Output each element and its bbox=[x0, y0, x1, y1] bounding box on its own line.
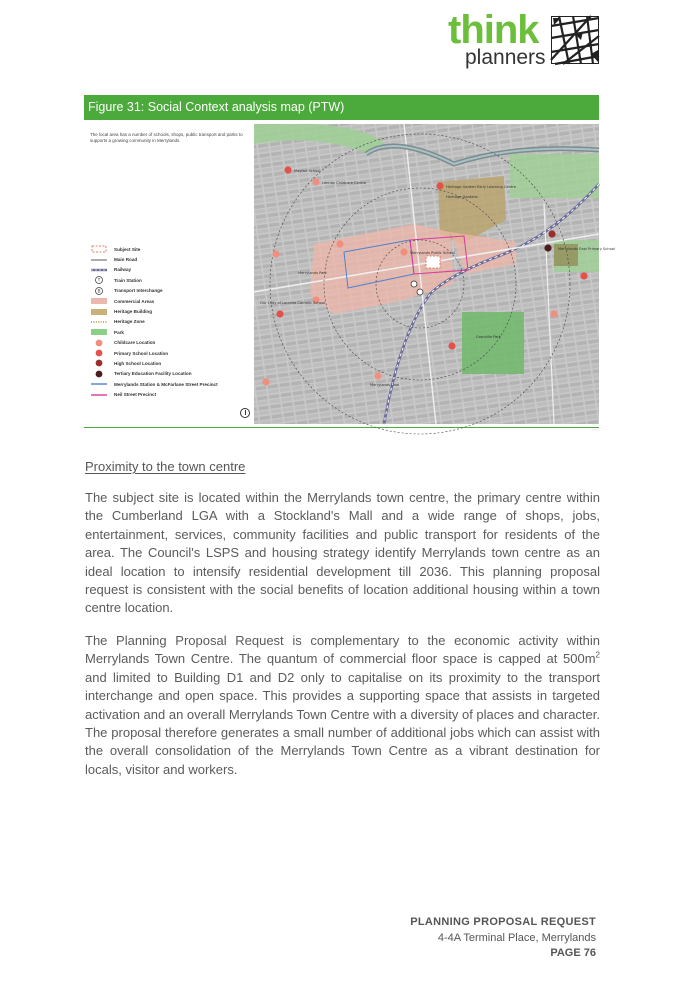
legend-item bbox=[90, 296, 250, 306]
map-label-9: Granville Park bbox=[476, 335, 501, 339]
legend-label: Merrylands Station & McFarlane Street Precinct bbox=[114, 381, 218, 387]
legend-item bbox=[90, 254, 250, 264]
legend-label: Neil Street Precinct bbox=[114, 392, 157, 398]
logo-word-think: think bbox=[448, 8, 539, 52]
legend-item bbox=[90, 379, 250, 389]
logo-word-planners: planners bbox=[465, 46, 546, 69]
legend-symbol-icon bbox=[90, 297, 108, 305]
map-label-3: Heritage Garden Early Learning Centre bbox=[446, 185, 516, 189]
legend-item bbox=[90, 327, 250, 337]
legend-symbol-icon bbox=[90, 391, 108, 399]
superscript-2: 2 bbox=[595, 651, 600, 661]
legend-label: Train Station bbox=[114, 277, 142, 283]
paragraph-2-part-a: The Planning Proposal Request is complementary to the economic activity within Merrylands Town Centre. The quantum of commercial floor space is capped at 500m bbox=[85, 633, 600, 667]
svg-text:T: T bbox=[97, 278, 101, 284]
legend-symbol-icon bbox=[90, 287, 108, 295]
footer-page-number: PAGE 76 bbox=[550, 947, 596, 959]
legend-label: Heritage Zone bbox=[114, 319, 145, 325]
legend-item bbox=[90, 358, 250, 368]
legend-label: Railway bbox=[114, 267, 132, 273]
legend-symbol-icon bbox=[90, 359, 108, 367]
figure-note: The local area has a number of schools, shops, public transport and parks to supports a growing community in Merrylands. bbox=[90, 132, 243, 143]
legend-item bbox=[90, 265, 250, 275]
north-arrow-icon bbox=[240, 408, 250, 418]
legend-label: Commercial Areas bbox=[114, 298, 155, 304]
legend-label: Heritage Building bbox=[114, 309, 153, 315]
map-label-2: Lennox Childcare Centre bbox=[322, 181, 367, 185]
map-label-8: Merrylands Park bbox=[298, 271, 327, 275]
legend-label: Primary School Location bbox=[114, 350, 169, 356]
map-label-7: Our Lady of Lourdes Catholic School bbox=[260, 301, 326, 305]
footer-title: PLANNING PROPOSAL REQUEST bbox=[410, 916, 596, 928]
legend-item bbox=[90, 275, 250, 285]
legend-item bbox=[90, 348, 250, 358]
map-label-4: Heritage Gardens bbox=[446, 195, 478, 199]
think-planners-logo bbox=[448, 8, 602, 70]
legend-symbol-icon bbox=[90, 266, 108, 274]
map-label-5: Merrylands Public School bbox=[410, 251, 455, 255]
legend-item bbox=[90, 286, 250, 296]
social-context-map bbox=[254, 124, 615, 424]
legend-symbol-icon bbox=[90, 256, 108, 264]
legend-item bbox=[90, 389, 250, 399]
legend-label: High School Location bbox=[114, 360, 162, 366]
legend-symbol-icon bbox=[90, 245, 108, 253]
logo-street-grid-icon bbox=[551, 16, 599, 64]
map-label-6: Merrylands East Primary School bbox=[558, 247, 615, 251]
paragraph-1: The subject site is located within the Merrylands town centre, the primary centre within the Cumberland LGA with a Stockland's Mall and a wide range of shops, jobs, entertainment, services, community facilities and public transport for residents of the area. The Council's LSPS and housing strategy identify Merrylands town centre as an ideal location to intensify residential development till 2036. This planning proposal request is consistent with the social benefits of location additional housing within a town centre location. bbox=[85, 490, 600, 616]
paragraph-2 bbox=[85, 632, 600, 779]
map-label-10: Merrylands Oval bbox=[370, 383, 400, 387]
social-context-figure bbox=[84, 122, 615, 428]
legend-symbol-icon bbox=[90, 308, 108, 316]
legend-symbol-icon bbox=[90, 380, 108, 388]
section-heading: Proximity to the town centre bbox=[85, 459, 246, 474]
legend-symbol-icon bbox=[90, 318, 108, 326]
legend-label: Transport Interchange bbox=[114, 288, 163, 294]
legend-label: Childcare Location bbox=[114, 340, 156, 346]
legend-label: Park bbox=[114, 329, 124, 335]
map-legend bbox=[90, 244, 250, 400]
legend-item bbox=[90, 369, 250, 379]
paragraph-2-part-b: and limited to Building D1 and D2 only to capitalise on its proximity to the transport interchange and open space. This provides a supporting space that assists in targeted activation and an overall Merrylands Town Centre with a diversity of places and character. The proposal therefore generates a small number of additional jobs which can assist with the overall consolidation of the Merrylands Town Centre as a vibrant destination for locals, visitor and workers. bbox=[85, 669, 600, 777]
legend-item bbox=[90, 317, 250, 327]
legend-label: Subject Site bbox=[114, 246, 141, 252]
legend-symbol-icon bbox=[90, 349, 108, 357]
legend-item bbox=[90, 306, 250, 316]
svg-text:B: B bbox=[97, 289, 101, 295]
legend-symbol-icon bbox=[90, 276, 108, 284]
legend-item bbox=[90, 338, 250, 348]
footer-address: 4-4A Terminal Place, Merrylands bbox=[437, 932, 596, 944]
legend-symbol-icon bbox=[90, 339, 108, 347]
map-label-1: Mayfair School bbox=[294, 169, 321, 173]
legend-symbol-icon bbox=[90, 328, 108, 336]
legend-symbol-icon bbox=[90, 370, 108, 378]
figure-caption-bar: Figure 31: Social Context analysis map (PTW) bbox=[84, 95, 599, 120]
legend-label: Main Road bbox=[114, 257, 138, 263]
legend-item bbox=[90, 244, 250, 254]
legend-label: Tertiary Education Facility Location bbox=[114, 371, 192, 377]
